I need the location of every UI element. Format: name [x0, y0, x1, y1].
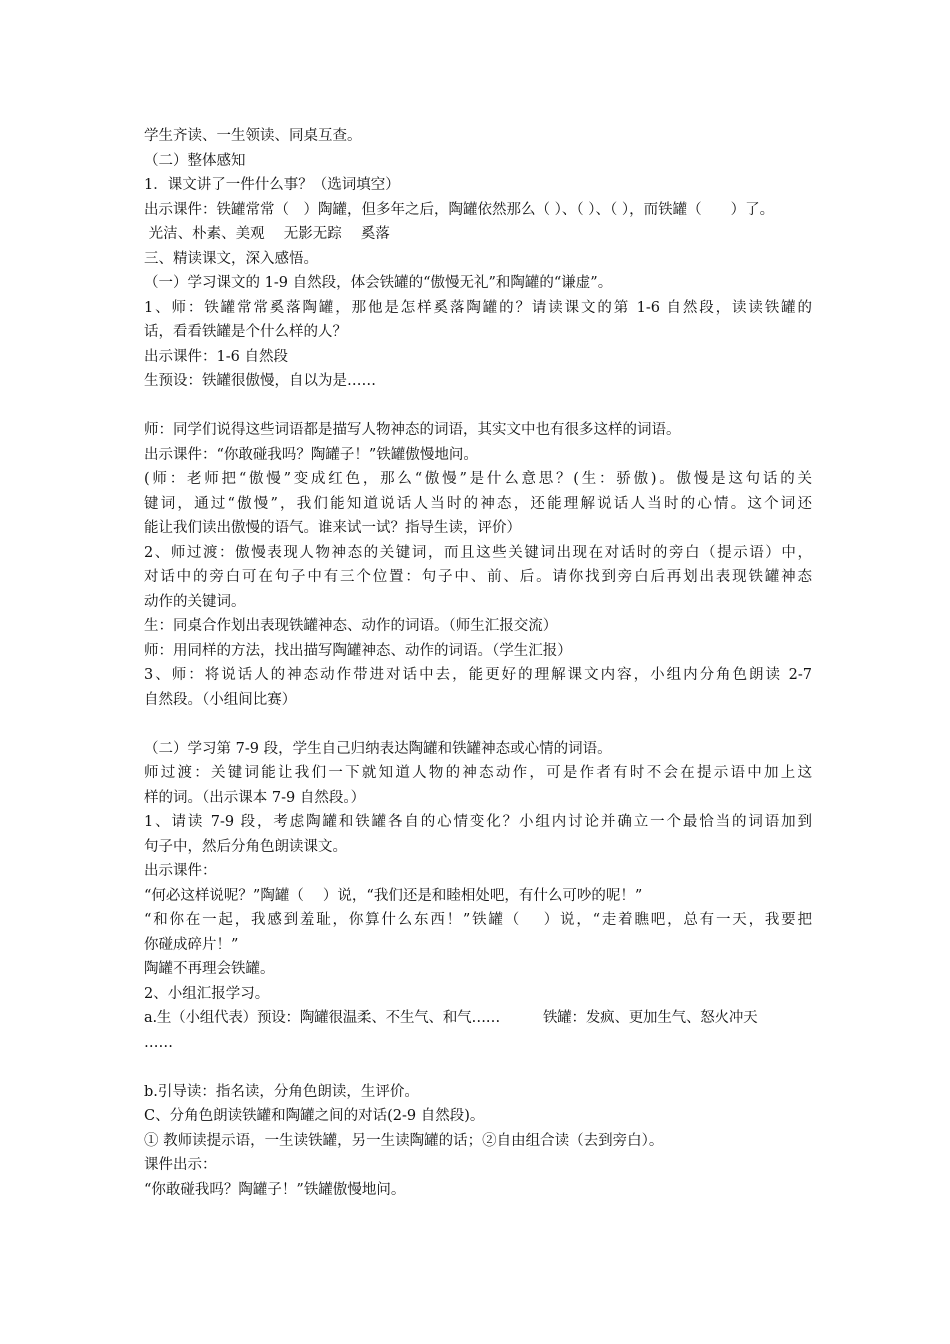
- text-line: 陶罐不再理会铁罐。: [144, 961, 275, 977]
- text-line: 话，看看铁罐是个什么样的人？: [144, 324, 347, 340]
- word-options: 光洁、朴素、美观 无影无踪 奚落: [144, 226, 390, 242]
- section-heading: （二）学习第 7-9 段，学生自己归纳表达陶罐和铁罐神态或心情的词语。: [144, 740, 612, 757]
- dialogue-line: “何必这样说呢？”陶罐（ ）说，“我们还是和睦相处吧，有什么可吵的呢！”: [144, 887, 643, 904]
- text-line: 出示课件：铁罐常常（ ）陶罐，但多年之后，陶罐依然那么（ ）、（ ）、（ ），而铁罐（ ）了。: [144, 201, 775, 218]
- dialogue-line: “和你在一起，我感到羞耻，你算什么东西！”铁罐（ ）说，“走着瞧吧，总有一天，我要把: [144, 912, 812, 928]
- text-line: 1、师：铁罐常常奚落陶罐，那他是怎样奚落陶罐的？请读课文的第 1-6 自然段，读读铁罐的: [144, 299, 812, 316]
- section-heading: （二）整体感知: [144, 152, 246, 169]
- text-line: 2、小组汇报学习。: [144, 985, 270, 1002]
- section-heading: 三、精读课文，深入感悟。: [144, 250, 318, 267]
- text-line: 样的词。（出示课本 7-9 自然段。）: [144, 789, 366, 806]
- text-line: 1．课文讲了一件什么事？（选词填空）: [144, 177, 400, 193]
- text-line: 生：同桌合作划出表现铁罐神态、动作的词语。（师生汇报交流）: [144, 618, 558, 634]
- text-line: b.引导读：指名读，分角色朗读，生评价。: [144, 1083, 419, 1100]
- dialogue-line: 你碰成碎片！”: [144, 936, 239, 953]
- text-line: 句子中，然后分角色朗读课文。: [144, 838, 347, 855]
- text-line: 生预设：铁罐很傲慢，自以为是……: [144, 373, 376, 389]
- section-heading: （一）学习课文的 1-9 自然段，体会铁罐的“傲慢无礼”和陶罐的“谦虚”。: [144, 275, 613, 291]
- dialogue-line: “你敢碰我吗？陶罐子！”铁罐傲慢地问。: [144, 1181, 406, 1198]
- text-line: 1、请读 7-9 段，考虑陶罐和铁罐各自的心情变化？小组内讨论并确立一个最恰当的词语加到: [144, 814, 812, 830]
- text-line: 课件出示：: [144, 1157, 217, 1173]
- text-line: 出示课件：1-6 自然段: [144, 348, 288, 365]
- text-line: 键词，通过“傲慢”，我们能知道说话人当时的神态，还能理解说话人当时的心情。这个词还: [144, 495, 812, 512]
- text-line: (师：老师把“傲慢”变成红色，那么“傲慢”是什么意思？(生：骄傲)。傲慢是这句话的关: [144, 471, 812, 487]
- blank-line: [144, 394, 812, 419]
- text-line: ① 教师读提示语，一生读铁罐，另一生读陶罐的话；②自由组合读（去到旁白）。: [144, 1132, 664, 1149]
- text-line: 师：同学们说得这些词语都是描写人物神态的词语，其实文中也有很多这样的词语。: [144, 422, 681, 438]
- text-line: 学生齐读、一生领读、同桌互查。: [144, 128, 362, 144]
- text-line: 自然段。（小组间比赛）: [144, 691, 297, 708]
- text-line: 师：用同样的方法，找出描写陶罐神态、动作的词语。（学生汇报）: [144, 642, 572, 659]
- text-line: a.生（小组代表）预设：陶罐很温柔、不生气、和气…… 铁罐：发疯、更加生气、怒火冲天: [144, 1010, 758, 1026]
- text-line: 出示课件：: [144, 863, 217, 879]
- text-line: 师过渡：关键词能让我们一下就知道人物的神态动作，可是作者有时不会在提示语中加上这: [144, 765, 812, 781]
- text-line: 2、师过渡：傲慢表现人物神态的关键词，而且这些关键词出现在对话时的旁白（提示语）中，: [144, 544, 812, 561]
- document-page: [144, 124, 812, 1202]
- text-line: 动作的关键词。: [144, 593, 246, 610]
- text-line: 能让我们读出傲慢的语气。谁来试一试？指导生读，评价）: [144, 520, 521, 536]
- text-line: 出示课件：“你敢碰我吗？陶罐子！”铁罐傲慢地问。: [144, 446, 478, 463]
- text-line: ……: [144, 1034, 173, 1051]
- text-line: 对话中的旁白可在句子中有三个位置：句子中、前、后。请你找到旁白后再划出表现铁罐神态: [144, 569, 812, 585]
- text-line: C、分角色朗读铁罐和陶罐之间的对话(2-9 自然段)。: [144, 1108, 485, 1124]
- blank-line: [144, 1055, 812, 1080]
- blank-line: [144, 712, 812, 737]
- text-line: 3、师：将说话人的神态动作带进对话中去，能更好的理解课文内容，小组内分角色朗读 2-7: [144, 667, 812, 683]
